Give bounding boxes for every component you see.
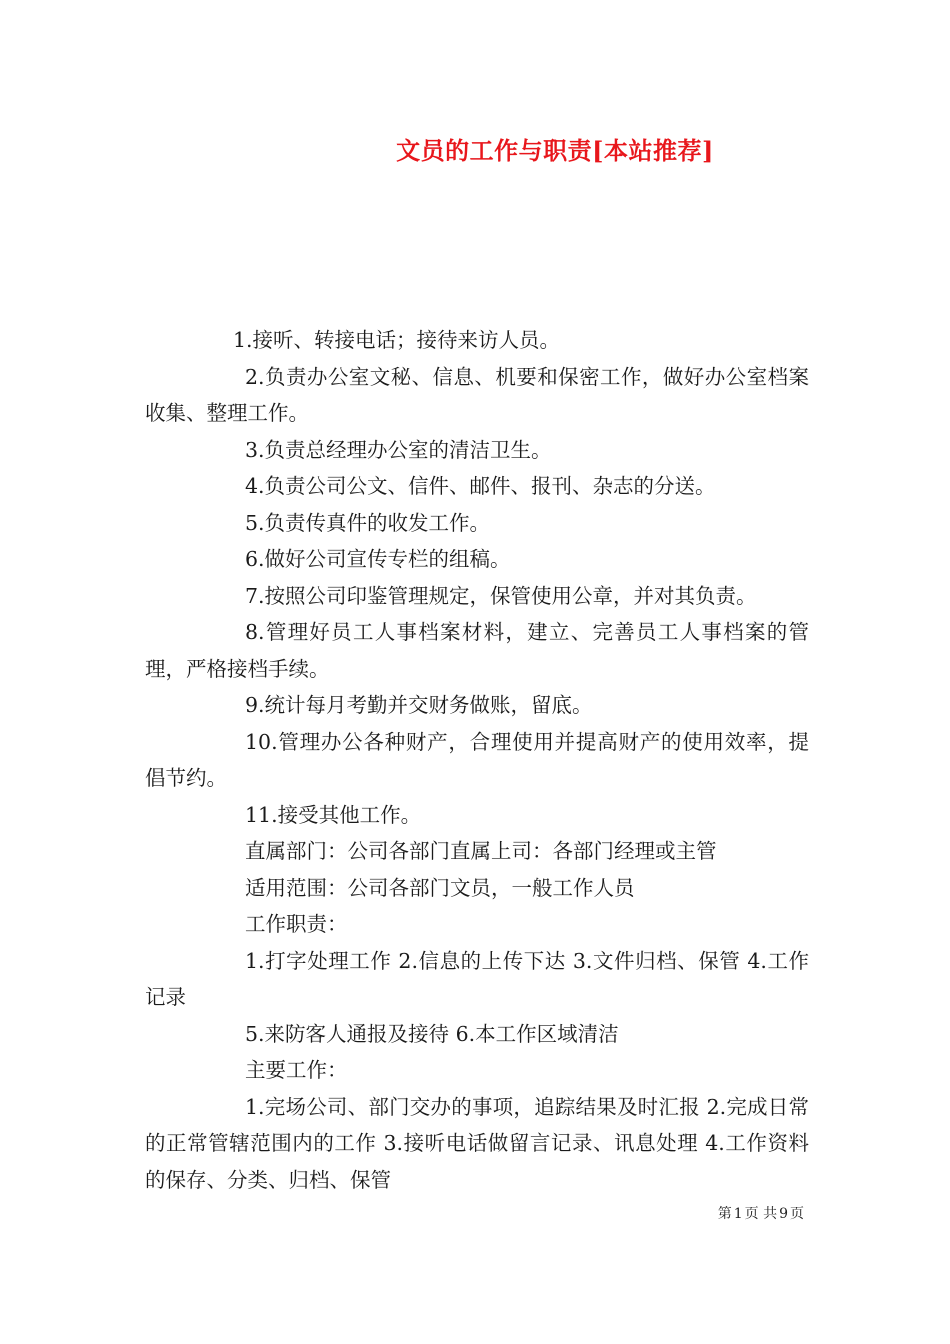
page-footer [717,1203,805,1223]
paragraph-duties-list-2: 5.来防客人通报及接待 6.本工作区域清洁 [245,1021,619,1046]
document-body [145,322,809,1198]
paragraph-main-work-heading: 主要工作： [245,1058,348,1082]
paragraph-6: 6.做好公司宣传专栏的组稿。 [245,547,511,571]
paragraph-4: 4.负责公司公文、信件、邮件、报刊、杂志的分送。 [245,474,716,498]
paragraph-5: 5.负责传真件的收发工作。 [245,510,491,535]
paragraph-2: 2.负责办公室文秘、信息、机要和保密工作，做好办公室档案收集、整理工作。 [145,364,809,425]
paragraph-department: 直属部门：公司各部门直属上司：各部门经理或主管 [245,839,717,863]
paragraph-8: 8.管理好员工人事档案材料，建立、完善员工人事档案的管理，严格接档手续。 [145,620,809,681]
paragraph-11: 11.接受其他工作。 [245,802,422,827]
paragraph-main-work-list: 1.完场公司、部门交办的事项，追踪结果及时汇报 2.完成日常的正常管辖范围内的工作 3.接听电话做留言记录、讯息处理 4.工作资料的保存、分类、归档、保管 [145,1094,809,1192]
footer-current-page: 1 [733,1206,743,1222]
paragraph-9: 9.统计每月考勤并交财务做账，留底。 [245,693,593,717]
paragraph-duties-heading: 工作职责： [245,912,348,936]
paragraph-1: 1.接听、转接电话；接待来访人员。 [233,328,561,352]
paragraph-duties-list-1: 1.打字处理工作 2.信息的上传下达 3.文件归档、保管 4.工作记录 [145,948,809,1009]
paragraph-10: 10.管理办公各种财产，合理使用并提高财产的使用效率，提倡节约。 [145,729,809,790]
footer-prefix: 第 [717,1206,732,1222]
footer-total-pages: 9 [779,1206,788,1222]
paragraph-7: 7.按照公司印鉴管理规定，保管使用公章，并对其负责。 [245,583,757,608]
paragraph-scope: 适用范围：公司各部门文员，一般工作人员 [245,875,635,900]
footer-middle: 页 共 [744,1206,778,1222]
document-title: 文员的工作与职责[本站推荐] [396,136,714,165]
footer-suffix: 页 [790,1206,804,1222]
paragraph-3: 3.负责总经理办公室的清洁卫生。 [245,437,552,462]
